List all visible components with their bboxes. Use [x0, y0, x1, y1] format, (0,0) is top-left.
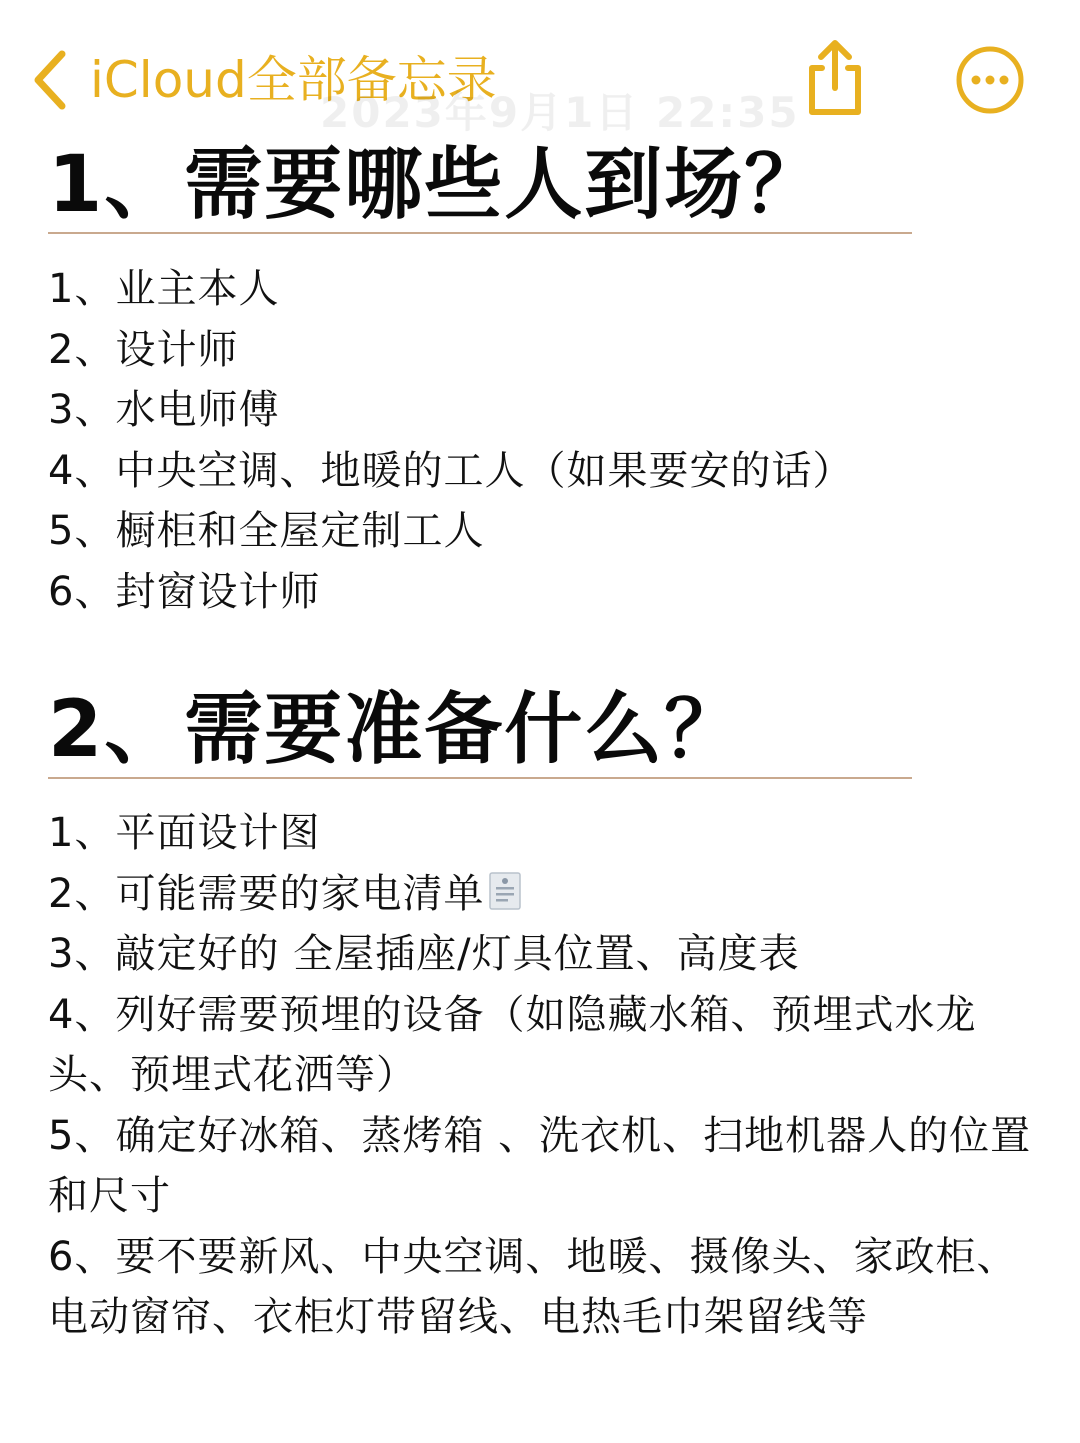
- navigation-bar: [0, 0, 1080, 150]
- share-button[interactable]: [800, 38, 870, 118]
- list-item: 6、要不要新风、中央空调、地暖、摄像头、家政柜、电动窗帘、衣柜灯带留线、电热毛巾架留线等: [48, 1233, 1018, 1340]
- list-item: 3、敲定好的 全屋插座/灯具位置、高度表: [48, 931, 800, 977]
- list-item: 1、平面设计图: [48, 810, 321, 856]
- section-heading: 2、需要准备什么？: [48, 685, 745, 775]
- section-heading: 1、需要哪些人到场？: [48, 140, 825, 230]
- list-item: 4、中央空调、地暖的工人（如果要安的话）: [48, 447, 854, 494]
- receipt-icon: [488, 871, 522, 911]
- section-attendees: [48, 140, 1038, 622]
- section-preparation: [48, 685, 1038, 1348]
- list-item: 4、列好需要预埋的设备（如隐藏水箱、预埋式水龙头、预埋式花洒等）: [48, 991, 977, 1098]
- back-label: iCloud全部备忘录: [90, 51, 497, 109]
- list-item: 2、设计师: [48, 326, 239, 373]
- list-item: 5、橱柜和全屋定制工人: [48, 508, 485, 554]
- list-item: [48, 864, 1038, 925]
- more-ellipsis-icon: [954, 44, 1026, 116]
- list-item-text: 2、可能需要的家电清单: [48, 870, 485, 917]
- list-item: 1、业主本人: [48, 266, 280, 312]
- more-button[interactable]: [954, 44, 1026, 116]
- divider: [48, 232, 912, 234]
- list-item: 6、封窗设计师: [48, 568, 321, 615]
- chevron-left-icon: [32, 50, 68, 110]
- attendee-list: [48, 259, 1038, 622]
- divider: [48, 777, 912, 779]
- share-icon: [800, 38, 870, 118]
- preparation-list: [48, 803, 1038, 1348]
- note-date-watermark: 2023年9月1日 22:35: [320, 88, 800, 137]
- list-item: 3、水电师傅: [48, 387, 280, 433]
- list-item: 5、确定好冰箱、蒸烤箱 、洗衣机、扫地机器人的位置和尺寸: [48, 1112, 1032, 1219]
